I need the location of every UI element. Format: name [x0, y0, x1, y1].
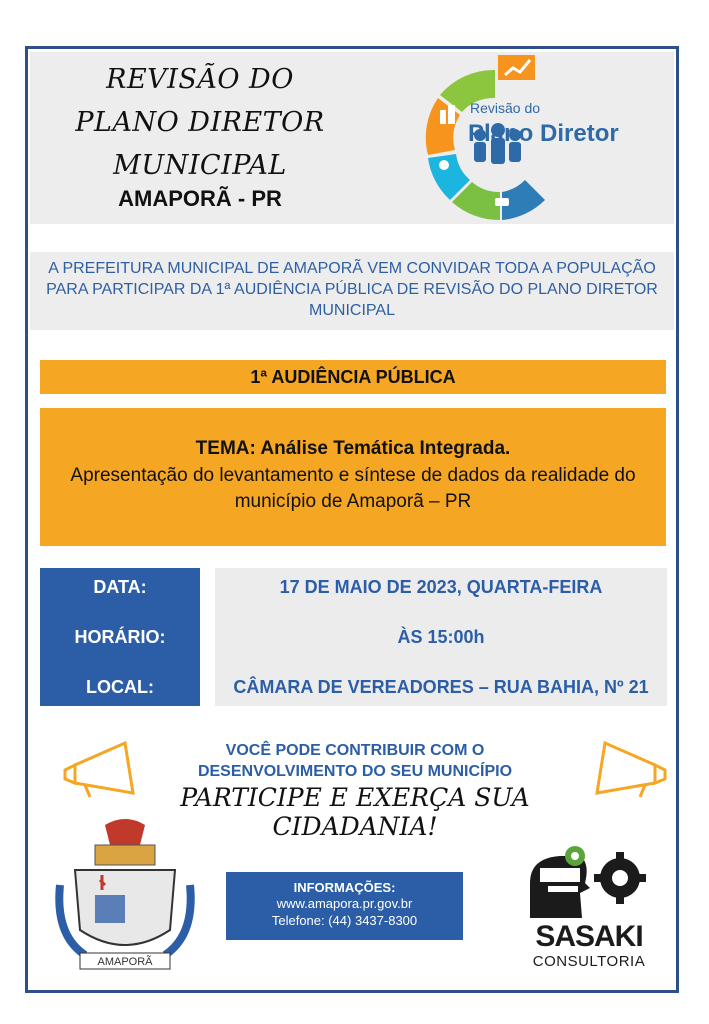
- info-heading: INFORMAÇÕES:: [293, 880, 396, 895]
- contrib-line-2: DESENVOLVIMENTO DO SEU MUNICÍPIO: [197, 763, 513, 780]
- horario-value: ÀS 15:00h: [397, 627, 485, 647]
- tema-body: Apresentação do levantamento e síntese de dados da realidade do município de Amaporã – PR: [70, 465, 636, 512]
- logo-big-text: Plano Diretor: [468, 120, 619, 147]
- megaphone-right-icon: [575, 735, 675, 805]
- tema-heading: TEMA: Análise Temática Integrada.: [195, 438, 511, 459]
- horario-label: HORÁRIO:: [74, 627, 166, 647]
- title-line-3: MUNICIPAL: [113, 150, 287, 181]
- sasaki-subtitle: CONSULTORIA: [532, 953, 646, 970]
- data-value: 17 DE MAIO DE 2023, QUARTA-FEIRA: [279, 577, 603, 597]
- participe-slogan: PARTICIPE E EXERÇA SUA CIDADANIA!: [180, 783, 530, 841]
- contribute-text: [150, 740, 560, 782]
- poster-title: [70, 58, 330, 187]
- info-site-link[interactable]: www.amapora.pr.gov.br: [276, 896, 413, 911]
- sasaki-name: SASAKI: [535, 920, 643, 953]
- invite-text: A PREFEITURA MUNICIPAL DE AMAPORÃ VEM CONVIDAR TODA A POPULAÇÃO PARA PARTICIPAR DA 1ª AUDIÊNCIA PÚBLICA DE REVISÃO DO PLANO DIRETOR MUNICIPAL: [46, 260, 658, 319]
- info-box: [226, 872, 463, 940]
- plano-diretor-logo: [400, 50, 660, 225]
- local-value: CÂMARA DE VEREADORES – RUA BAHIA, Nº 21: [233, 677, 649, 697]
- data-label: DATA:: [93, 577, 147, 597]
- local-label: LOCAL:: [86, 677, 154, 697]
- logo-small-text: Revisão do: [470, 100, 541, 116]
- amapora-crest-icon: [55, 815, 195, 975]
- contrib-line-1: VOCÊ PODE CONTRIBUIR COM O: [225, 742, 485, 759]
- title-line-1: REVISÃO DO: [106, 64, 294, 95]
- title-line-2: PLANO DIRETOR: [75, 107, 325, 138]
- city-title: AMAPORÃ - PR: [118, 186, 282, 211]
- info-phone: Telefone: (44) 3437-8300: [271, 913, 418, 928]
- sasaki-head-gears-icon: [520, 838, 658, 923]
- crest-label: AMAPORÃ: [97, 956, 153, 968]
- audiencia-title: 1ª AUDIÊNCIA PÚBLICA: [40, 360, 666, 394]
